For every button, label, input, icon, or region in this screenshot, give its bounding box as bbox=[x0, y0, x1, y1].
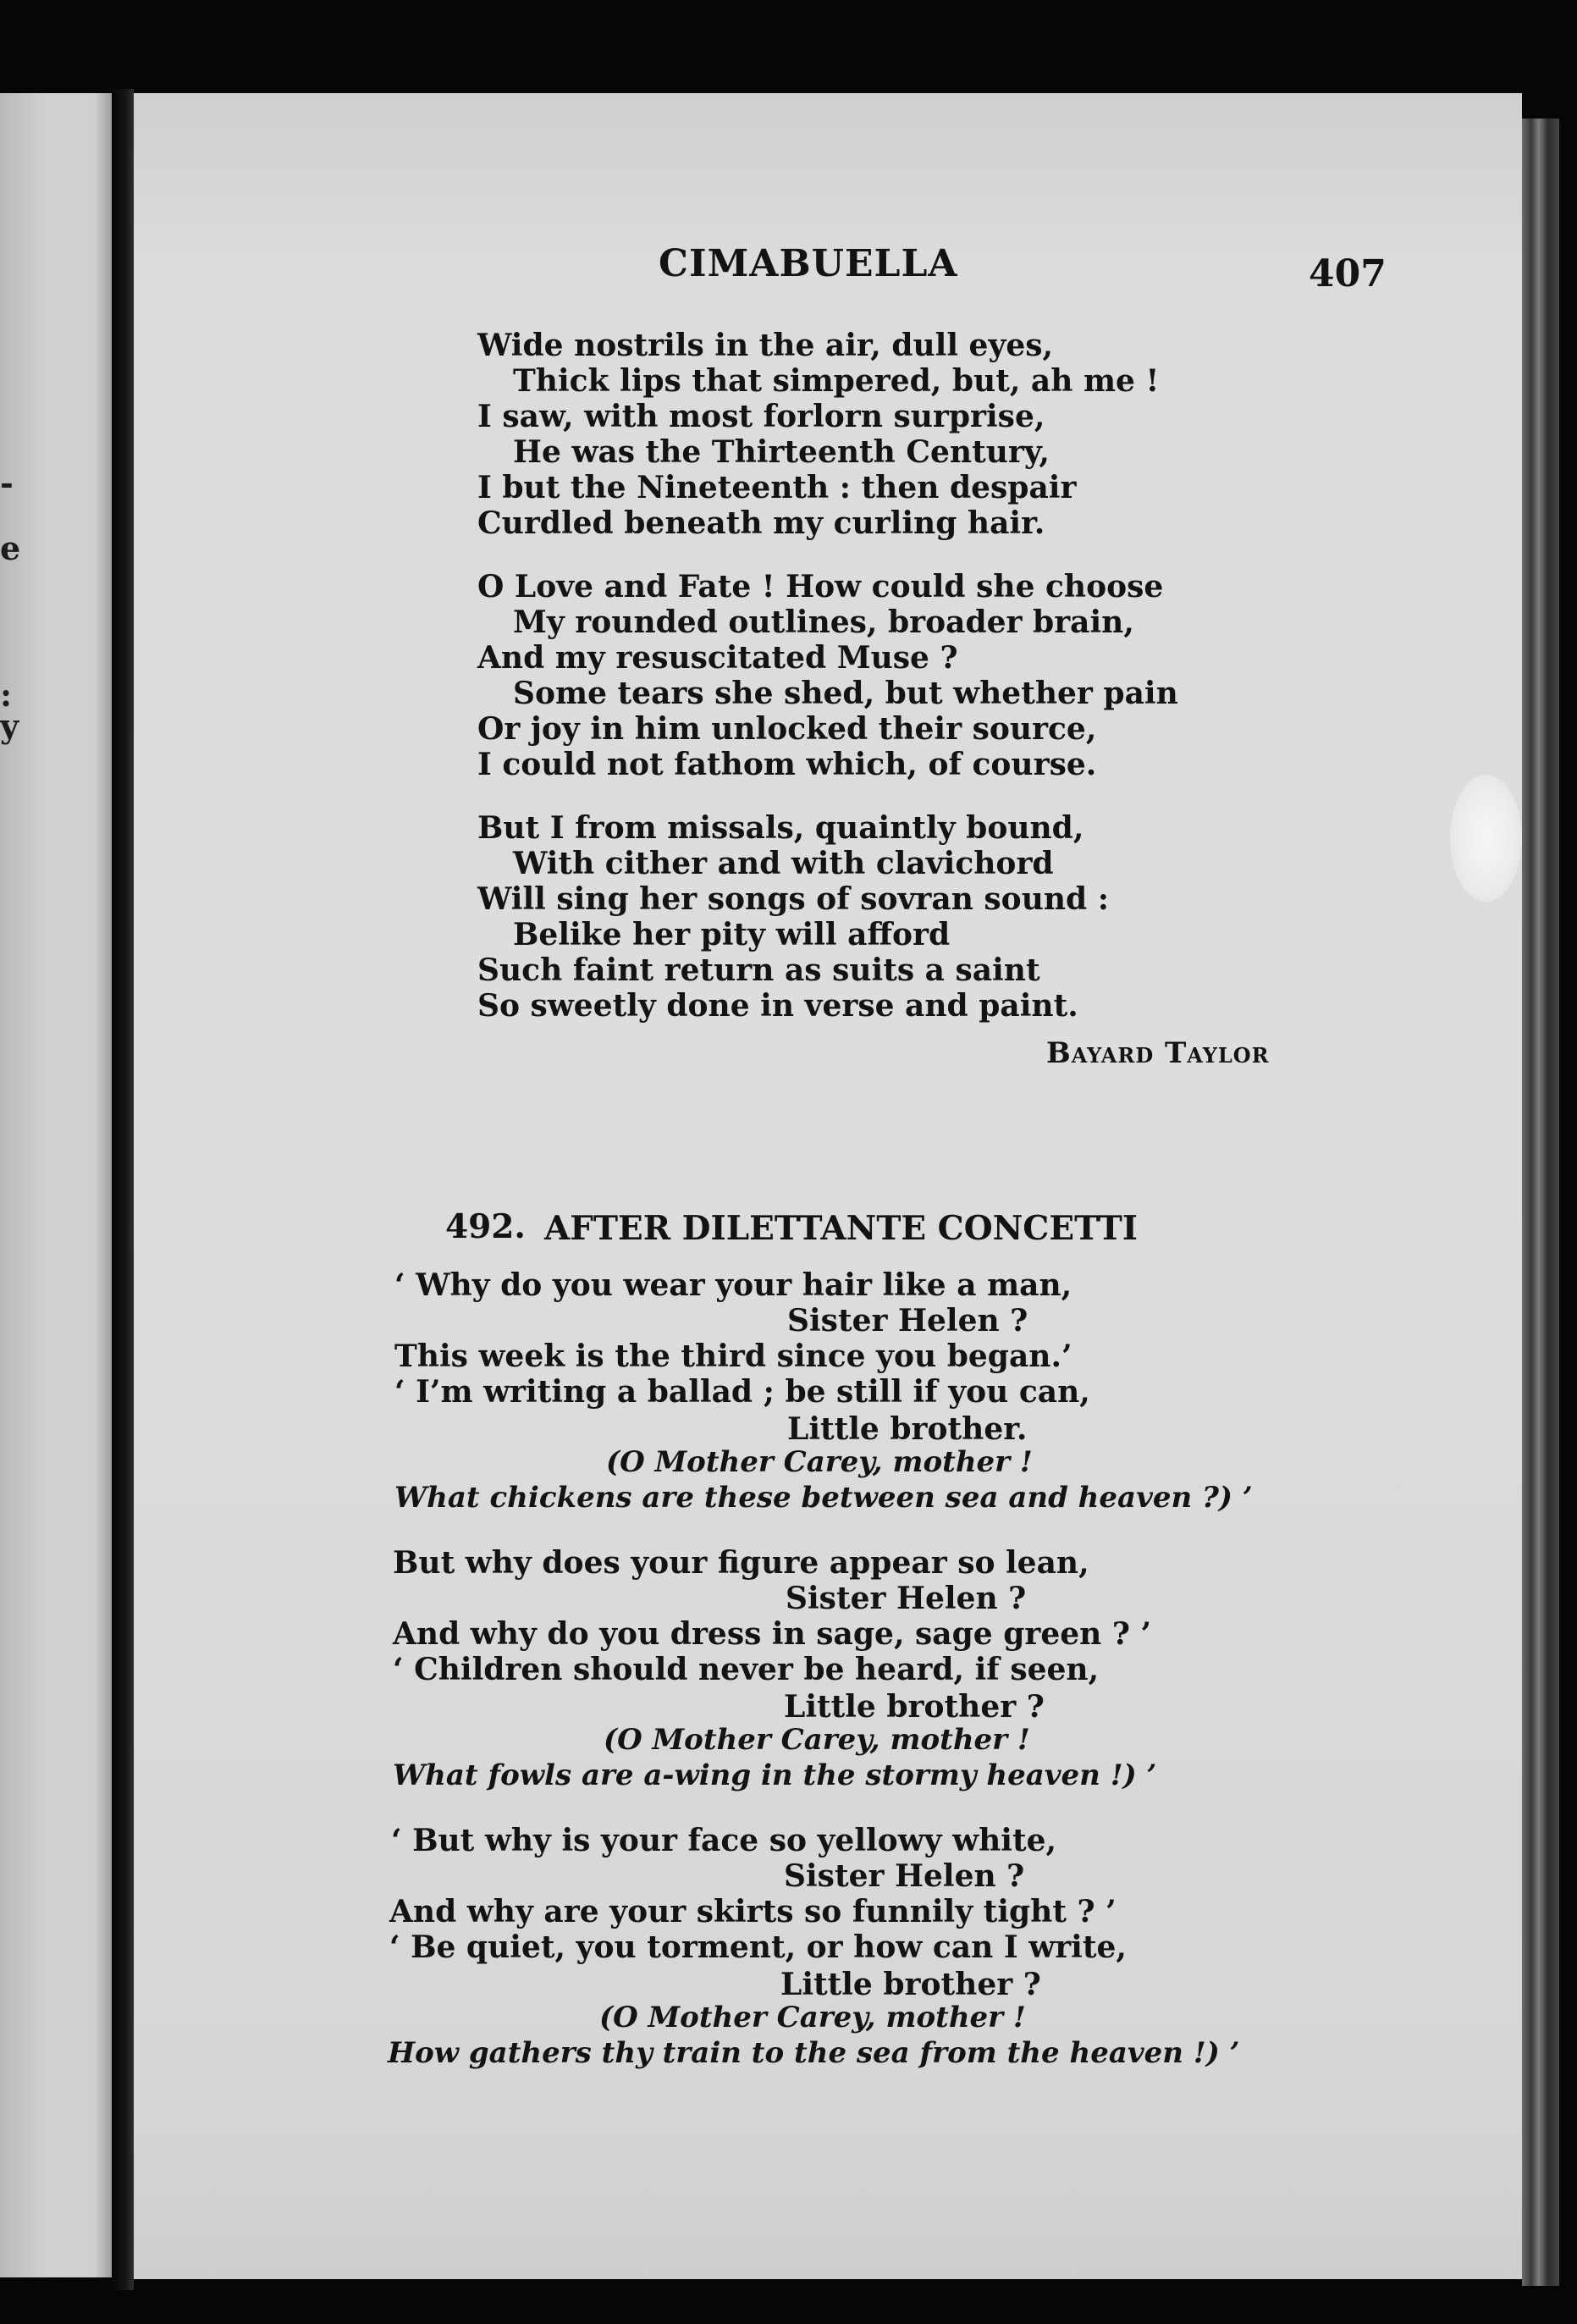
refrain-line: (O Mother Carey, mother ! bbox=[606, 1445, 1033, 1479]
verse-line: Will sing her songs of sovran sound : bbox=[477, 881, 1110, 917]
refrain-line: How gathers thy train to the sea from the heaven !) ’ bbox=[388, 2036, 1240, 2070]
verse-line: ‘ Why do you wear your hair like a man, bbox=[394, 1267, 1072, 1303]
refrain-line: What chickens are these between sea and heaven ?) ’ bbox=[394, 1481, 1253, 1515]
verse-line: Sister Helen ? bbox=[784, 1858, 1025, 1894]
verse-line: I but the Nineteenth : then despair bbox=[477, 470, 1077, 505]
verse-line: This week is the third since you began.’ bbox=[394, 1339, 1072, 1374]
verse-line: Or joy in him unlocked their source, bbox=[477, 711, 1097, 747]
verse-line: Little brother ? bbox=[780, 1967, 1041, 2002]
verse-line: Wide nostrils in the air, dull eyes, bbox=[477, 328, 1054, 363]
page-number: 407 bbox=[1309, 252, 1387, 295]
refrain-line: (O Mother Carey, mother ! bbox=[599, 2001, 1026, 2034]
book-page bbox=[134, 93, 1522, 2279]
verse-line: Sister Helen ? bbox=[786, 1581, 1027, 1616]
facing-page-fragment: : bbox=[0, 676, 13, 714]
verse-line: I saw, with most forlorn surprise, bbox=[477, 399, 1045, 434]
verse-line: Curdled beneath my curling hair. bbox=[477, 505, 1045, 541]
book-gutter bbox=[112, 89, 134, 2290]
refrain-line: (O Mother Carey, mother ! bbox=[604, 1723, 1030, 1757]
facing-page-fragment: y bbox=[0, 707, 19, 745]
facing-page-fragment: - bbox=[0, 464, 14, 502]
verse-line: Thick lips that simpered, but, ah me ! bbox=[513, 363, 1160, 399]
verse-line: ‘ Children should never be heard, if seen, bbox=[393, 1652, 1100, 1687]
poem-author: Bayard Taylor bbox=[1046, 1036, 1270, 1070]
verse-line: ‘ I’m writing a ballad ; be still if you can, bbox=[394, 1374, 1090, 1410]
verse-line: He was the Thirteenth Century, bbox=[513, 434, 1050, 470]
verse-line: ‘ But why is your face so yellowy white, bbox=[391, 1823, 1057, 1858]
verse-line: Belike her pity will afford bbox=[513, 917, 951, 952]
verse-line: But I from missals, quaintly bound, bbox=[477, 810, 1084, 846]
running-head: CIMABUELLA bbox=[659, 242, 958, 285]
verse-line: And why do you dress in sage, sage green ? ’ bbox=[393, 1616, 1152, 1652]
verse-line: I could not fathom which, of course. bbox=[477, 747, 1097, 782]
verse-line: Some tears she shed, but whether pain bbox=[513, 676, 1178, 711]
verse-line: Little brother ? bbox=[784, 1689, 1045, 1725]
page-stack-edge bbox=[1522, 119, 1559, 2286]
verse-line: ‘ Be quiet, you torment, or how can I write, bbox=[389, 1929, 1127, 1965]
verse-line: Little brother. bbox=[787, 1411, 1028, 1447]
verse-line: Such faint return as suits a saint bbox=[477, 952, 1040, 988]
facing-page-fragment: e bbox=[0, 529, 21, 567]
verse-line: Sister Helen ? bbox=[787, 1303, 1028, 1339]
refrain-line: What fowls are a-wing in the stormy heaven !) ’ bbox=[393, 1758, 1157, 1792]
verse-line: And why are your skirts so funnily tight ? ’ bbox=[389, 1894, 1117, 1929]
verse-line: O Love and Fate ! How could she choose bbox=[477, 569, 1164, 604]
verse-line: But why does your figure appear so lean, bbox=[393, 1545, 1089, 1581]
poem-number: 492. bbox=[445, 1207, 526, 1246]
paper-stain bbox=[1450, 775, 1522, 902]
verse-line: So sweetly done in verse and paint. bbox=[477, 988, 1078, 1024]
verse-line: My rounded outlines, broader brain, bbox=[513, 604, 1134, 640]
verse-line: With cither and with clavichord bbox=[513, 846, 1054, 881]
verse-line: And my resuscitated Muse ? bbox=[477, 640, 958, 676]
poem-title: AFTER DILETTANTE CONCETTI bbox=[544, 1209, 1138, 1248]
facing-page-edge bbox=[0, 93, 112, 2277]
